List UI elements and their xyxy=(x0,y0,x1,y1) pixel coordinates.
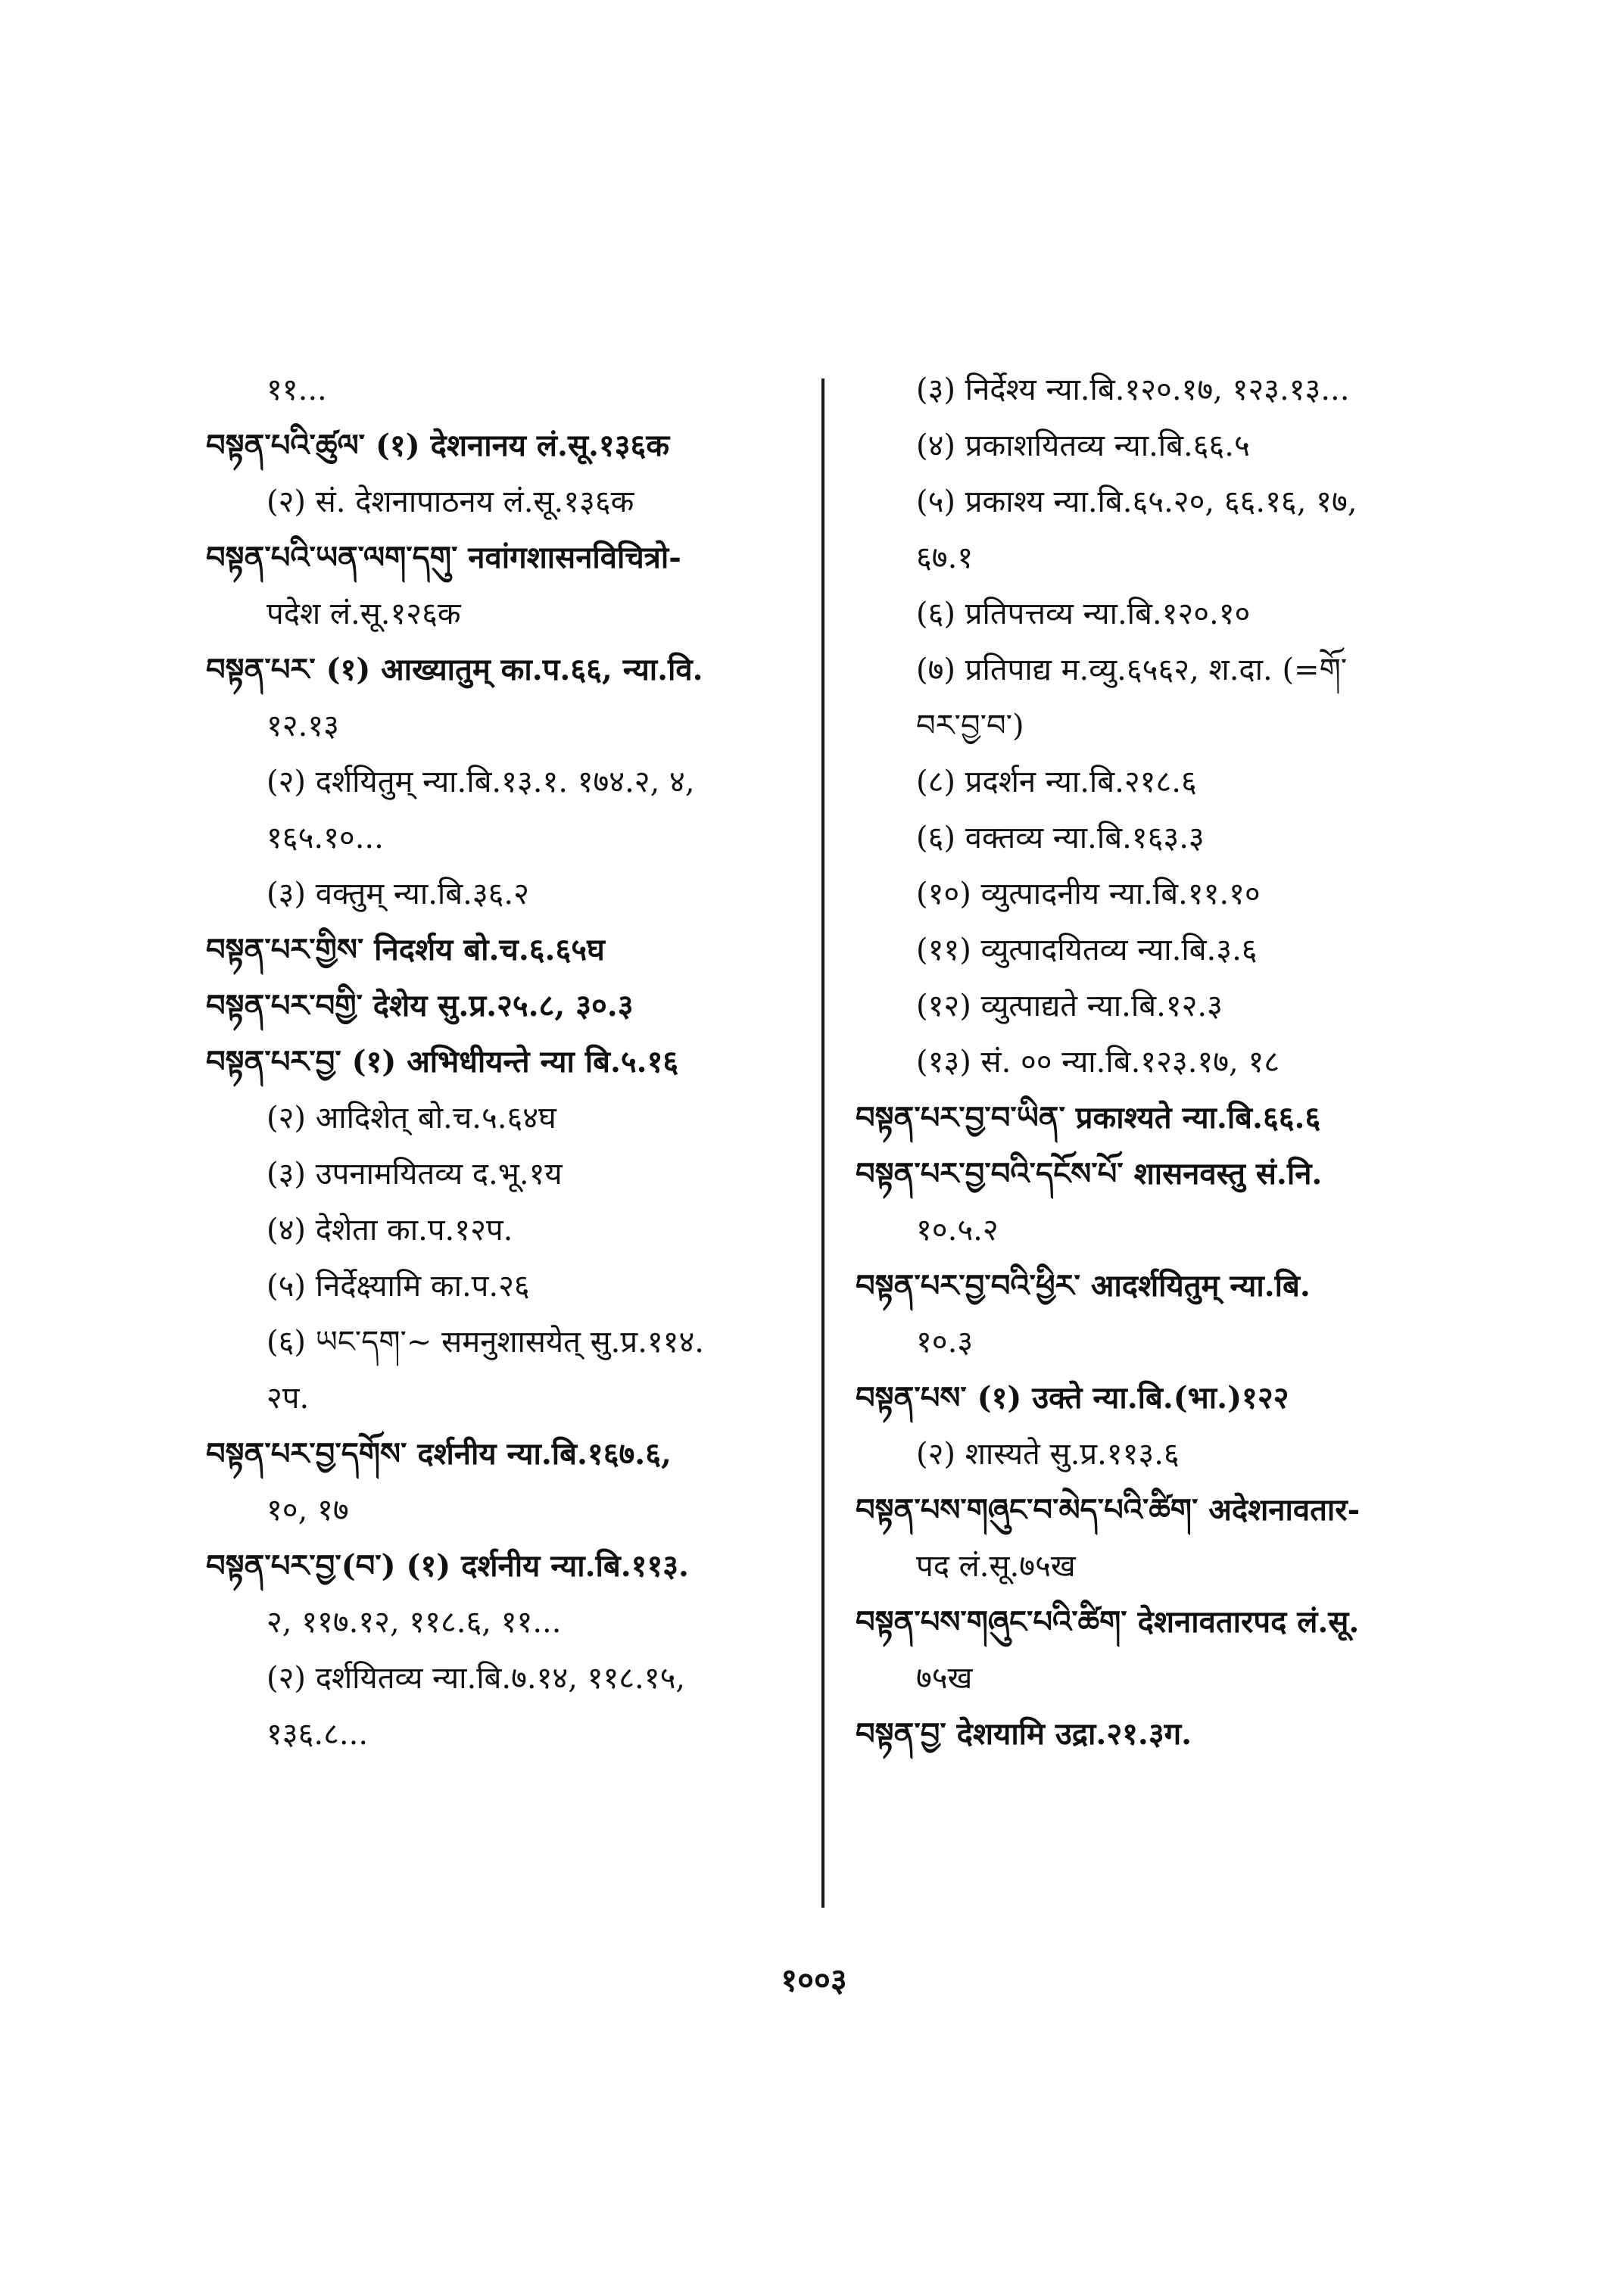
entry-line: १३६.८... xyxy=(267,1717,369,1752)
page-number: १००३ xyxy=(781,1961,847,1999)
entry-headword-line: བསྟན་པར་བྱ་བའི་དངོས་པོ་ शासनवस्तु सं.नि. xyxy=(856,1156,1323,1192)
entry-line: (५) निर्देक्ष्यामि का.प.२६ xyxy=(267,1269,530,1304)
entry-headword-line: བསྟན་པར་བགྱི་ देशेय सु.प्र.२५.८, ३०.३ xyxy=(206,988,634,1023)
entry-headword-line: བསྟན་པའི་ཡན་ལག་དགུ་ नवांगशासनविचित्रो- xyxy=(206,540,681,575)
entry-line: (६) वक्तव्य न्या.बि.१६३.३ xyxy=(916,821,1205,855)
entry-line: (४) देशेता का.प.१२प. xyxy=(267,1213,513,1248)
entry-line: १०.५.२ xyxy=(916,1213,999,1248)
entry-line: བར་བྱ་བ་) xyxy=(916,709,1024,743)
entry-line: (८) प्रदर्शन न्या.बि.२१८.६ xyxy=(916,765,1197,799)
entry-line: १२.१३ xyxy=(267,709,339,743)
entry-headword-line: བསྟན་པས་ (१) उक्ते न्या.बि.(भा.)१२२ xyxy=(856,1380,1289,1416)
left-column xyxy=(206,362,812,1762)
entry-headword-line: བསྟན་པས་གཞུང་བ་མེད་པའི་ཚིག་ अदेशनावतार- xyxy=(856,1492,1361,1528)
entry-line: (७) प्रतिपाद्य म.व्यु.६५६२, श.दा. (=གོ་ xyxy=(916,653,1348,687)
entry-line: (११) व्युत्पादयितव्य न्या.बि.३.६ xyxy=(916,933,1258,967)
entry-headword-line: བསྟན་པར་གྱིས་ निदर्शय बो.च.६.६५घ xyxy=(206,932,605,967)
entry-headword-line: བསྟན་པའི་ཚུལ་ (१) देशनानय लं.सू.१३६क xyxy=(206,428,670,463)
entry-line: (१०) व्युत्पादनीय न्या.बि.११.१० xyxy=(916,877,1261,911)
entry-line: (३) वक्तुम् न्या.बि.३६.२ xyxy=(267,877,529,911)
entry-line: (३) निर्देश्य न्या.बि.१२०.१७, १२३.१३... xyxy=(916,372,1350,407)
entry-line: (२) दर्शयितव्य न्या.बि.७.१४, ११८.१५, xyxy=(267,1661,686,1696)
entry-line: ११... xyxy=(267,372,327,407)
entry-line: (६) प्रतिपत्तव्य न्या.बि.१२०.१० xyxy=(916,597,1251,631)
entry-line: २, ११७.१२, ११८.६, ११... xyxy=(267,1605,562,1640)
entry-line: (५) प्रकाश्य न्या.बि.६५.२०, ६६.१६, १७, xyxy=(916,484,1357,519)
entry-line: पद लं.सू.७५ख xyxy=(916,1549,1076,1584)
entry-headword-line: བསྟན་པར་ (१) आख्यातुम् का.प.६६, न्या.वि. xyxy=(206,652,703,687)
entry-line: पदेश लं.सू.१२६क xyxy=(267,597,461,631)
entry-line: (४) प्रकाशयितव्य न्या.बि.६६.५ xyxy=(916,428,1250,463)
entry-line: (२) आदिशेत् बो.च.५.६४घ xyxy=(267,1101,556,1136)
entry-line: ७५ख xyxy=(916,1661,973,1696)
entry-line: १६५.१०... xyxy=(267,821,384,855)
entry-headword-line: བསྟན་བྱ་ देशयामि उद्रा.२१.३ग. xyxy=(856,1716,1192,1752)
entry-headword-line: བསྟན་པར་བྱ་དགོས་ दर्शनीय न्या.बि.१६७.६, xyxy=(206,1436,672,1472)
entry-line: (२) दर्शयितुम् न्या.बि.१३.१. १७४.२, ४, xyxy=(267,765,695,799)
entry-line: २प. xyxy=(267,1381,310,1416)
column-divider xyxy=(821,379,824,1908)
entry-headword-line: བསྟན་པར་བྱ་བ་ཡིན་ प्रकाश्यते न्या.बि.६६.६ xyxy=(856,1100,1321,1136)
entry-line: १०.३ xyxy=(916,1325,974,1360)
entry-headword-line: བསྟན་པར་བྱ་(བ་) (१) दर्शनीय न्या.बि.११३. xyxy=(206,1548,689,1584)
entry-line: (६) ཡང་དག་~ समनुशासयेत् सु.प्र.११४. xyxy=(267,1325,704,1360)
entry-line: (१३) सं. ०० न्या.बि.१२३.१७, १८ xyxy=(916,1045,1280,1080)
entry-headword-line: བསྟན་པར་བྱ་ (१) अभिधीयन्ते न्या बि.५.१६ xyxy=(206,1044,679,1080)
entry-line: (२) सं. देशनापाठनय लं.सू.१३६क xyxy=(267,484,634,519)
right-column xyxy=(856,362,1446,1762)
entry-line: (२) शास्यते सु.प्र.११३.६ xyxy=(916,1437,1180,1472)
entry-line: (३) उपनामयितव्य द.भू.१य xyxy=(267,1157,563,1192)
entry-headword-line: བསྟན་པར་བྱ་བའི་ཕྱིར་ आदर्शयितुम् न्या.बि. xyxy=(856,1268,1311,1304)
entry-headword-line: བསྟན་པས་གཞུང་པའི་ཚིག་ देशनावतारपद लं.सू. xyxy=(856,1604,1360,1640)
entry-line: (१२) व्युत्पाद्यते न्या.बि.१२.३ xyxy=(916,989,1223,1023)
entry-line: ६७.१ xyxy=(916,541,974,575)
entry-line: १०, १७ xyxy=(267,1493,349,1528)
